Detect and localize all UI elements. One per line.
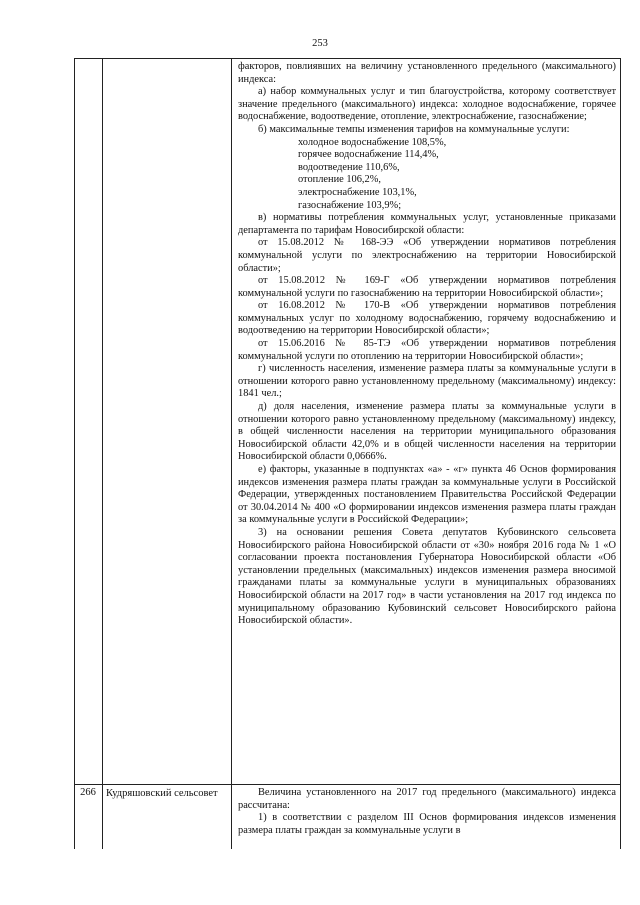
content-paragraph: от 15.06.2016 № 85-ТЭ «Об утверждении нормативов потребления коммунальной услуги по отоплению на территории Новосибирской области»; [238, 338, 616, 362]
data-table [74, 58, 621, 849]
row-content [238, 787, 616, 837]
row-divider [74, 784, 621, 785]
tariff-list-item: горячее водоснабжение 114,4%, [298, 149, 439, 161]
tariff-list-item: водоотведение 110,6%, [298, 161, 400, 173]
page-number: 253 [312, 38, 328, 49]
column-divider-number [102, 59, 103, 849]
content-paragraph: 3) на основании решения Совета депутатов Кубовинского сельсовета Новосибирского района Новосибирской области от «30» ноября 2016 года № 1 «О согласовании проекта постановления Губернатора Новосибирской области «Об установлении предельных (максимальных) индексов изменения размера вносимой гражданами платы за коммунальные услуги в муниципальных образованиях Новосибирской области на 2017 год» в части установления на 2017 год индекса по муниципальному образованию Кубовинский сельсовет Новосибирского района Новосибирской области». [238, 526, 616, 627]
row-municipality-name: Кудряшовский сельсовет [106, 788, 218, 799]
content-paragraph: г) численность населения, изменение размера платы за коммунальные услуги в отношении которого равно установленному предельному (максимальному) индексу: 1841 чел.; [238, 363, 616, 400]
content-paragraph: е) факторы, указанные в подпунктах «а» - «г» пункта 46 Основ формирования индексов изменения размера платы граждан за коммунальные услуги в Российской Федерации, утвержденных постановлением Правительства Российской Федерации от 30.04.2014 № 400 «О формировании индексов изменения размера платы граждан за коммунальные услуги в Российской Федерации»; [238, 464, 616, 526]
content-paragraph: факторов, повлиявших на величину установленного предельного (максимального) индекса: [238, 61, 616, 85]
tariff-list-item: газоснабжение 103,9%; [298, 199, 402, 211]
tariff-list-item: отопление 106,2%, [298, 174, 381, 186]
content-paragraph: от 15.08.2012 № 169-Г «Об утверждении нормативов потребления коммунальной услуги по газоснабжению на территории Новосибирской области»; [238, 275, 616, 299]
table-border-left [74, 59, 75, 849]
content-paragraph: Величина установленного на 2017 год предельного (максимального) индекса рассчитана: [238, 787, 616, 811]
content-paragraph: д) доля населения, изменение размера платы за коммунальные услуги в отношении которого равно установленному предельному (максимальному) индексу, в общей численности населения на территории муниципального образования Новосибирской области 42,0% и в общей численности населения на территории Новосибирской области 0,0666%. [238, 401, 616, 463]
row-content [238, 61, 616, 628]
tariff-list-item: электроснабжение 103,1%, [298, 186, 417, 198]
content-paragraph: б) максимальные темпы изменения тарифов на коммунальные услуги: [258, 123, 570, 135]
column-divider-name [231, 59, 232, 849]
content-paragraph: 1) в соответствии с разделом III Основ формирования индексов изменения размера платы граждан за коммунальные услуги в [238, 812, 616, 836]
table-border-right [620, 59, 621, 849]
content-paragraph: от 15.08.2012 № 168-ЭЭ «Об утверждении нормативов потребления коммунальной услуги по электроснабжению на территории Новосибирской области»; [238, 237, 616, 274]
tariff-list-item: холодное водоснабжение 108,5%, [298, 136, 447, 148]
content-paragraph: а) набор коммунальных услуг и тип благоустройства, которому соответствует значение предельного (максимального) индекса: холодное водоснабжение, горячее водоснабжение, водоотведение, отопление, электроснабжение, газоснабжение; [238, 86, 616, 123]
row-number: 266 [80, 787, 96, 798]
content-paragraph: в) нормативы потребления коммунальных услуг, установленные приказами департамента по тарифам Новосибирской области: [238, 212, 616, 236]
content-paragraph: от 16.08.2012 № 170-В «Об утверждении нормативов потребления коммунальных услуг по холодному водоснабжению, горячему водоснабжению и водоотведению на территории Новосибирской области»; [238, 300, 616, 337]
